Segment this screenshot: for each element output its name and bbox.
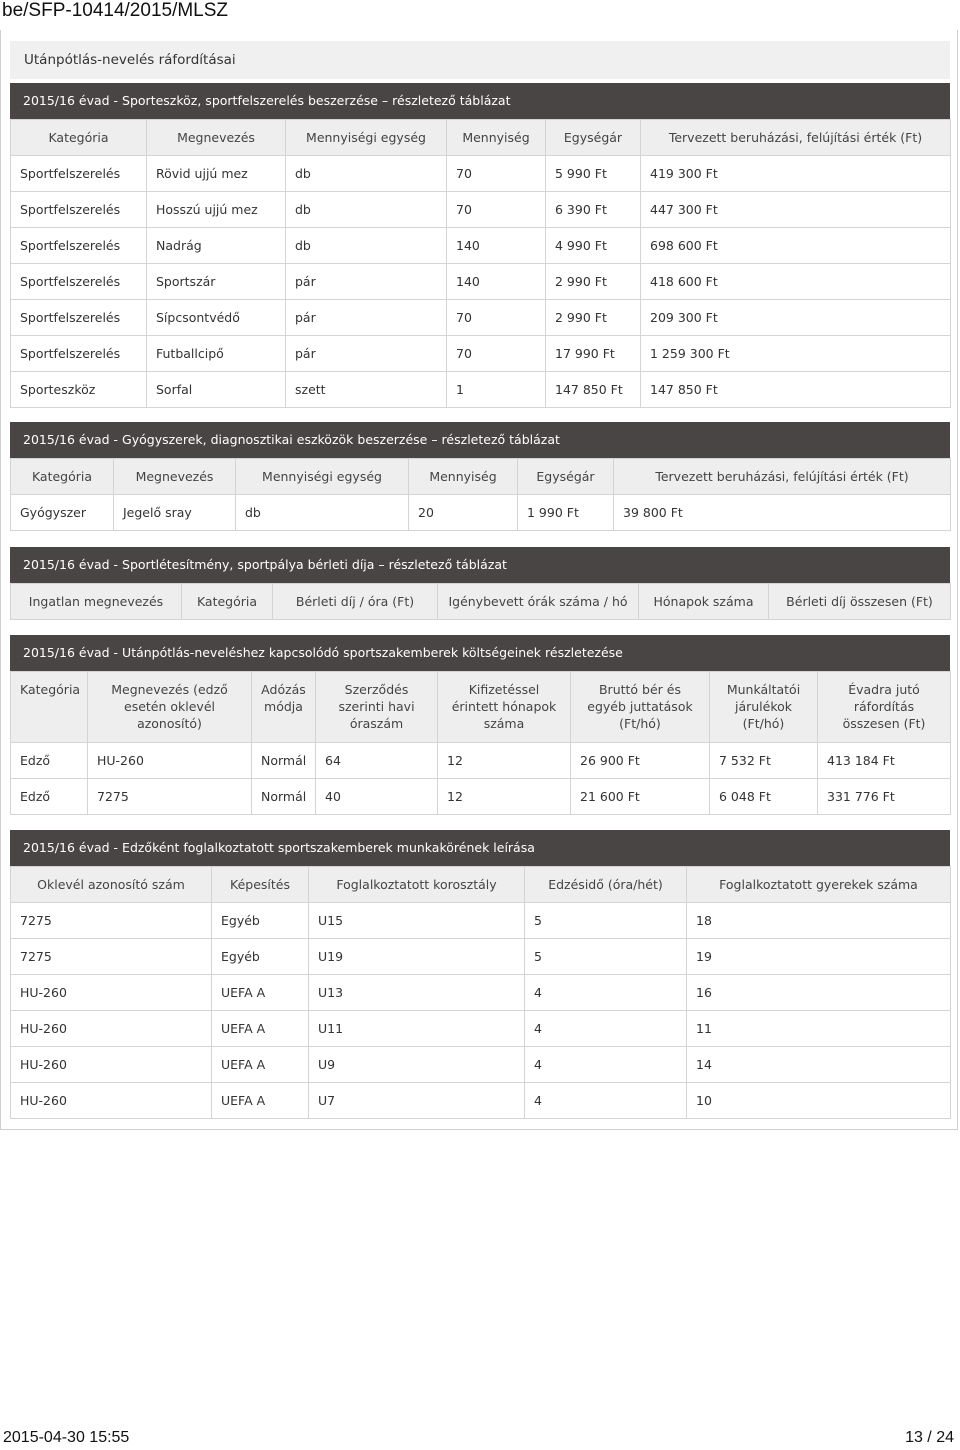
table-cell: U13	[309, 975, 525, 1011]
table-header-row	[11, 672, 951, 743]
equipment-table-title: 2015/16 évad - Sporteszköz, sportfelszerelés beszerzése – részletező táblázat	[10, 83, 950, 119]
column-header: Ingatlan megnevezés	[11, 584, 182, 620]
table-cell: Sportfelszerelés	[11, 156, 147, 192]
facility-table-block	[10, 547, 950, 620]
table-cell: 1 990 Ft	[518, 495, 614, 531]
table-cell: HU-260	[11, 975, 212, 1011]
table-cell: 1	[447, 372, 546, 408]
column-header: Évadra jutó ráfordítás összesen (Ft)	[818, 672, 951, 743]
table-cell: HU-260	[88, 743, 252, 779]
coach-role-table-title: 2015/16 évad - Edzőként foglalkoztatott sportszakemberek munkakörének leírása	[10, 830, 950, 866]
table-cell: db	[236, 495, 409, 531]
table-cell: 4	[525, 1011, 687, 1047]
table-cell: U7	[309, 1083, 525, 1119]
table-header-row	[11, 867, 951, 903]
column-header: Edzésidő (óra/hét)	[525, 867, 687, 903]
table-cell: 64	[316, 743, 438, 779]
equipment-table	[10, 119, 951, 408]
table-cell: 698 600 Ft	[641, 228, 951, 264]
table-row	[11, 939, 951, 975]
table-cell: 6 390 Ft	[546, 192, 641, 228]
column-header: Tervezett beruházási, felújítási érték (Ft)	[641, 120, 951, 156]
footer-page-number: 13 / 24	[905, 1429, 954, 1446]
table-cell: 70	[447, 156, 546, 192]
table-cell: HU-260	[11, 1083, 212, 1119]
table-row	[11, 495, 951, 531]
table-cell: 40	[316, 779, 438, 815]
table-cell: Futballcipő	[147, 336, 286, 372]
section-title: Utánpótlás-nevelés ráfordításai	[10, 41, 950, 79]
table-row	[11, 156, 951, 192]
table-cell: pár	[286, 300, 447, 336]
facility-table	[10, 583, 951, 620]
column-header: Bérleti díj összesen (Ft)	[769, 584, 951, 620]
table-cell: szett	[286, 372, 447, 408]
table-cell: 39 800 Ft	[614, 495, 951, 531]
table-cell: 147 850 Ft	[641, 372, 951, 408]
column-header: Igénybevett órák száma / hó	[438, 584, 639, 620]
table-row	[11, 975, 951, 1011]
table-cell: 4	[525, 1083, 687, 1119]
table-row	[11, 743, 951, 779]
column-header: Tervezett beruházási, felújítási érték (Ft)	[614, 459, 951, 495]
table-cell: Sporteszköz	[11, 372, 147, 408]
column-header: Mennyiségi egység	[286, 120, 447, 156]
table-cell: Normál	[252, 743, 316, 779]
column-header: Kategória	[182, 584, 273, 620]
table-cell: 70	[447, 336, 546, 372]
table-cell: UEFA A	[212, 1047, 309, 1083]
table-cell: Sportfelszerelés	[11, 336, 147, 372]
medicine-table	[10, 458, 951, 531]
table-cell: db	[286, 156, 447, 192]
table-row	[11, 192, 951, 228]
table-cell: UEFA A	[212, 975, 309, 1011]
table-cell: HU-260	[11, 1047, 212, 1083]
table-row	[11, 779, 951, 815]
table-cell: Sportfelszerelés	[11, 192, 147, 228]
table-cell: 11	[687, 1011, 951, 1047]
table-cell: 12	[438, 743, 571, 779]
table-cell: 17 990 Ft	[546, 336, 641, 372]
table-cell: 4	[525, 975, 687, 1011]
table-cell: 5 990 Ft	[546, 156, 641, 192]
table-cell: 7275	[88, 779, 252, 815]
column-header: Foglalkoztatott korosztály	[309, 867, 525, 903]
table-cell: U11	[309, 1011, 525, 1047]
column-header: Foglalkoztatott gyerekek száma	[687, 867, 951, 903]
table-row	[11, 903, 951, 939]
table-cell: 10	[687, 1083, 951, 1119]
table-cell: 140	[447, 264, 546, 300]
table-cell: Sportfelszerelés	[11, 264, 147, 300]
table-cell: UEFA A	[212, 1083, 309, 1119]
table-cell: 413 184 Ft	[818, 743, 951, 779]
column-header: Oklevél azonosító szám	[11, 867, 212, 903]
column-header: Egységár	[546, 120, 641, 156]
table-cell: 14	[687, 1047, 951, 1083]
table-cell: 209 300 Ft	[641, 300, 951, 336]
column-header: Megnevezés (edző esetén oklevél azonosító)	[88, 672, 252, 743]
table-header-row	[11, 120, 951, 156]
table-cell: pár	[286, 336, 447, 372]
column-header: Hónapok száma	[639, 584, 769, 620]
footer-timestamp: 2015-04-30 15:55	[3, 1429, 130, 1446]
table-cell: 418 600 Ft	[641, 264, 951, 300]
table-cell: Sportszár	[147, 264, 286, 300]
table-header-row	[11, 459, 951, 495]
table-cell: db	[286, 228, 447, 264]
table-cell: Jegelő sray	[114, 495, 236, 531]
table-cell: 7275	[11, 903, 212, 939]
table-cell: 331 776 Ft	[818, 779, 951, 815]
table-cell: 26 900 Ft	[571, 743, 710, 779]
column-header: Megnevezés	[147, 120, 286, 156]
table-cell: 2 990 Ft	[546, 300, 641, 336]
table-cell: 140	[447, 228, 546, 264]
staff-cost-table-block	[10, 635, 950, 815]
table-cell: 21 600 Ft	[571, 779, 710, 815]
column-header: Képesítés	[212, 867, 309, 903]
column-header: Kifizetéssel érintett hónapok száma	[438, 672, 571, 743]
table-cell: 2 990 Ft	[546, 264, 641, 300]
table-cell: Edző	[11, 743, 88, 779]
table-cell: Gyógyszer	[11, 495, 114, 531]
table-cell: HU-260	[11, 1011, 212, 1047]
table-cell: 447 300 Ft	[641, 192, 951, 228]
column-header: Mennyiség	[409, 459, 518, 495]
table-row	[11, 228, 951, 264]
table-cell: U15	[309, 903, 525, 939]
table-cell: 4	[525, 1047, 687, 1083]
table-cell: U9	[309, 1047, 525, 1083]
medicine-table-title: 2015/16 évad - Gyógyszerek, diagnosztikai eszközök beszerzése – részletező táblázat	[10, 422, 950, 458]
table-cell: 7 532 Ft	[710, 743, 818, 779]
column-header: Kategória	[11, 120, 147, 156]
column-header: Kategória	[11, 459, 114, 495]
table-cell: U19	[309, 939, 525, 975]
table-cell: Rövid ujjú mez	[147, 156, 286, 192]
table-cell: 18	[687, 903, 951, 939]
table-cell: 16	[687, 975, 951, 1011]
table-cell: Sportfelszerelés	[11, 300, 147, 336]
coach-role-table	[10, 866, 951, 1119]
table-cell: 20	[409, 495, 518, 531]
table-cell: 19	[687, 939, 951, 975]
equipment-table-block	[10, 83, 950, 408]
column-header: Egységár	[518, 459, 614, 495]
table-cell: 6 048 Ft	[710, 779, 818, 815]
column-header: Munkáltatói járulékok (Ft/hó)	[710, 672, 818, 743]
table-cell: 419 300 Ft	[641, 156, 951, 192]
table-cell: Sportfelszerelés	[11, 228, 147, 264]
table-cell: 70	[447, 192, 546, 228]
table-row	[11, 372, 951, 408]
table-cell: Egyéb	[212, 939, 309, 975]
column-header: Szerződés szerinti havi óraszám	[316, 672, 438, 743]
table-row	[11, 300, 951, 336]
table-row	[11, 1011, 951, 1047]
table-cell: 70	[447, 300, 546, 336]
table-cell: Sorfal	[147, 372, 286, 408]
medicine-table-block	[10, 422, 950, 531]
document-id: be/SFP-10414/2015/MLSZ	[2, 0, 229, 21]
table-cell: 147 850 Ft	[546, 372, 641, 408]
table-cell: 4 990 Ft	[546, 228, 641, 264]
facility-table-title: 2015/16 évad - Sportlétesítmény, sportpálya bérleti díja – részletező táblázat	[10, 547, 950, 583]
table-row	[11, 1083, 951, 1119]
staff-cost-table-title: 2015/16 évad - Utánpótlás-neveléshez kapcsolódó sportszakemberek költségeinek részletezése	[10, 635, 950, 671]
table-cell: Egyéb	[212, 903, 309, 939]
table-row	[11, 336, 951, 372]
column-header: Mennyiség	[447, 120, 546, 156]
table-cell: db	[286, 192, 447, 228]
column-header: Adózás módja	[252, 672, 316, 743]
table-row	[11, 1047, 951, 1083]
table-cell: Hosszú ujjú mez	[147, 192, 286, 228]
column-header: Kategória	[11, 672, 88, 743]
table-row	[11, 264, 951, 300]
column-header: Bérleti díj / óra (Ft)	[273, 584, 438, 620]
table-cell: 5	[525, 903, 687, 939]
column-header: Bruttó bér és egyéb juttatások (Ft/hó)	[571, 672, 710, 743]
column-header: Megnevezés	[114, 459, 236, 495]
table-cell: 12	[438, 779, 571, 815]
coach-role-table-block	[10, 830, 950, 1119]
table-cell: pár	[286, 264, 447, 300]
table-cell: UEFA A	[212, 1011, 309, 1047]
table-cell: 1 259 300 Ft	[641, 336, 951, 372]
table-header-row	[11, 584, 951, 620]
table-cell: Normál	[252, 779, 316, 815]
staff-cost-table	[10, 671, 951, 815]
table-cell: Nadrág	[147, 228, 286, 264]
table-cell: Sípcsontvédő	[147, 300, 286, 336]
table-cell: 5	[525, 939, 687, 975]
column-header: Mennyiségi egység	[236, 459, 409, 495]
table-cell: 7275	[11, 939, 212, 975]
table-cell: Edző	[11, 779, 88, 815]
